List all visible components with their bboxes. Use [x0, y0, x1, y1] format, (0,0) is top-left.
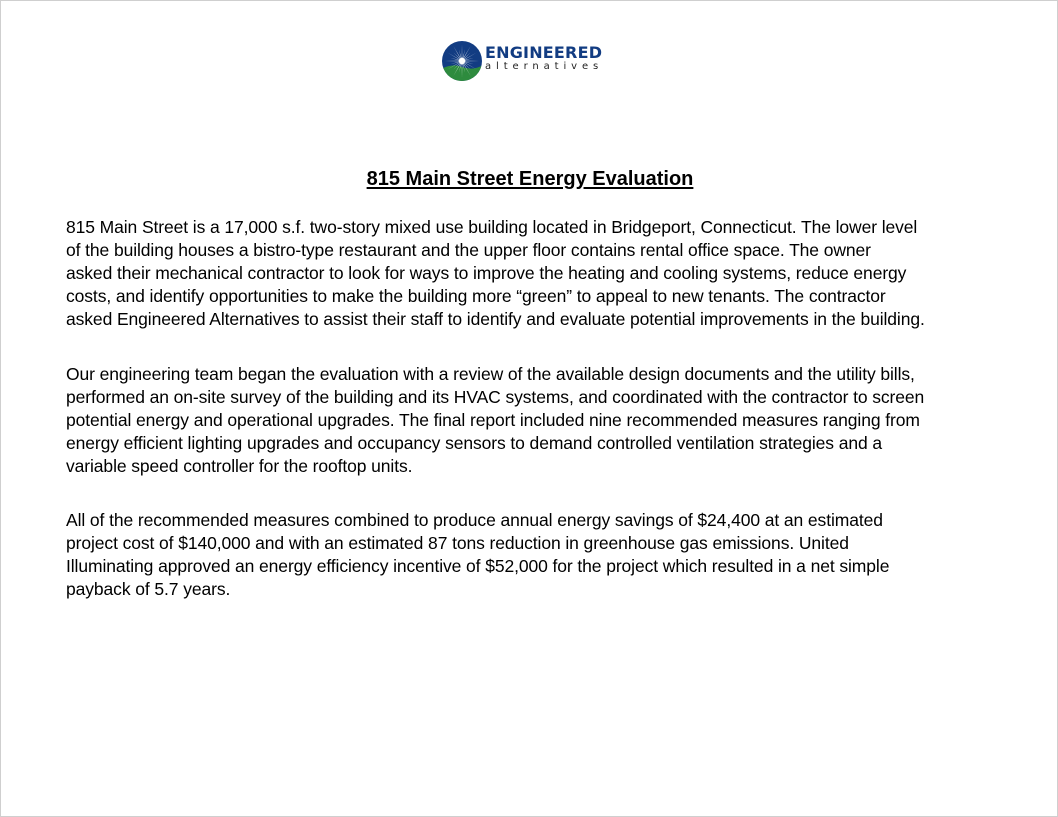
- paragraph-line: 815 Main Street is a 17,000 s.f. two-story mixed use building located in Bridgeport, Connecticut. The lower level: [66, 217, 918, 237]
- logo-wordmark: ENGINEERED: [485, 43, 603, 62]
- body-paragraph-1: [66, 216, 1006, 331]
- paragraph-line: of the building houses a bistro-type restaurant and the upper floor contains rental office space. The owner: [66, 240, 871, 260]
- page-title-text: 815 Main Street Energy Evaluation: [366, 168, 694, 190]
- paragraph-line: asked their mechanical contractor to look for ways to improve the heating and cooling systems, reduce energy: [66, 263, 907, 283]
- paragraph-line: costs, and identify opportunities to make the building more “green” to appeal to new tenants. The contractor: [66, 286, 886, 306]
- paragraph-line: asked Engineered Alternatives to assist their staff to identify and evaluate potential improvements in the building.: [66, 309, 925, 329]
- paragraph-line: potential energy and operational upgrades. The final report included nine recommended measures ranging from: [66, 410, 920, 430]
- paragraph-line: project cost of $140,000 and with an estimated 87 tons reduction in greenhouse gas emissions. United: [66, 533, 849, 553]
- paragraph-line: performed an on-site survey of the building and its HVAC systems, and coordinated with the contractor to screen: [66, 387, 925, 407]
- body-paragraph-3: [66, 509, 1006, 601]
- page-title: [1, 167, 1058, 191]
- body-paragraph-2: [66, 363, 1006, 478]
- paragraph-line: energy efficient lighting upgrades and occupancy sensors to demand controlled ventilation strategies and a: [66, 433, 882, 453]
- sunburst-globe-icon: [441, 40, 483, 82]
- logo-tagline: alternatives: [485, 61, 604, 72]
- paragraph-line: Illuminating approved an energy efficiency incentive of $52,000 for the project which resulted in a net simple: [66, 556, 890, 576]
- company-logo: [441, 40, 626, 82]
- paragraph-line: Our engineering team began the evaluation with a review of the available design documents and the utility bills,: [66, 364, 915, 384]
- paragraph-line: variable speed controller for the rooftop units.: [66, 456, 413, 476]
- paragraph-line: All of the recommended measures combined to produce annual energy savings of $24,400 at an estimated: [66, 510, 883, 530]
- paragraph-line: payback of 5.7 years.: [66, 579, 231, 599]
